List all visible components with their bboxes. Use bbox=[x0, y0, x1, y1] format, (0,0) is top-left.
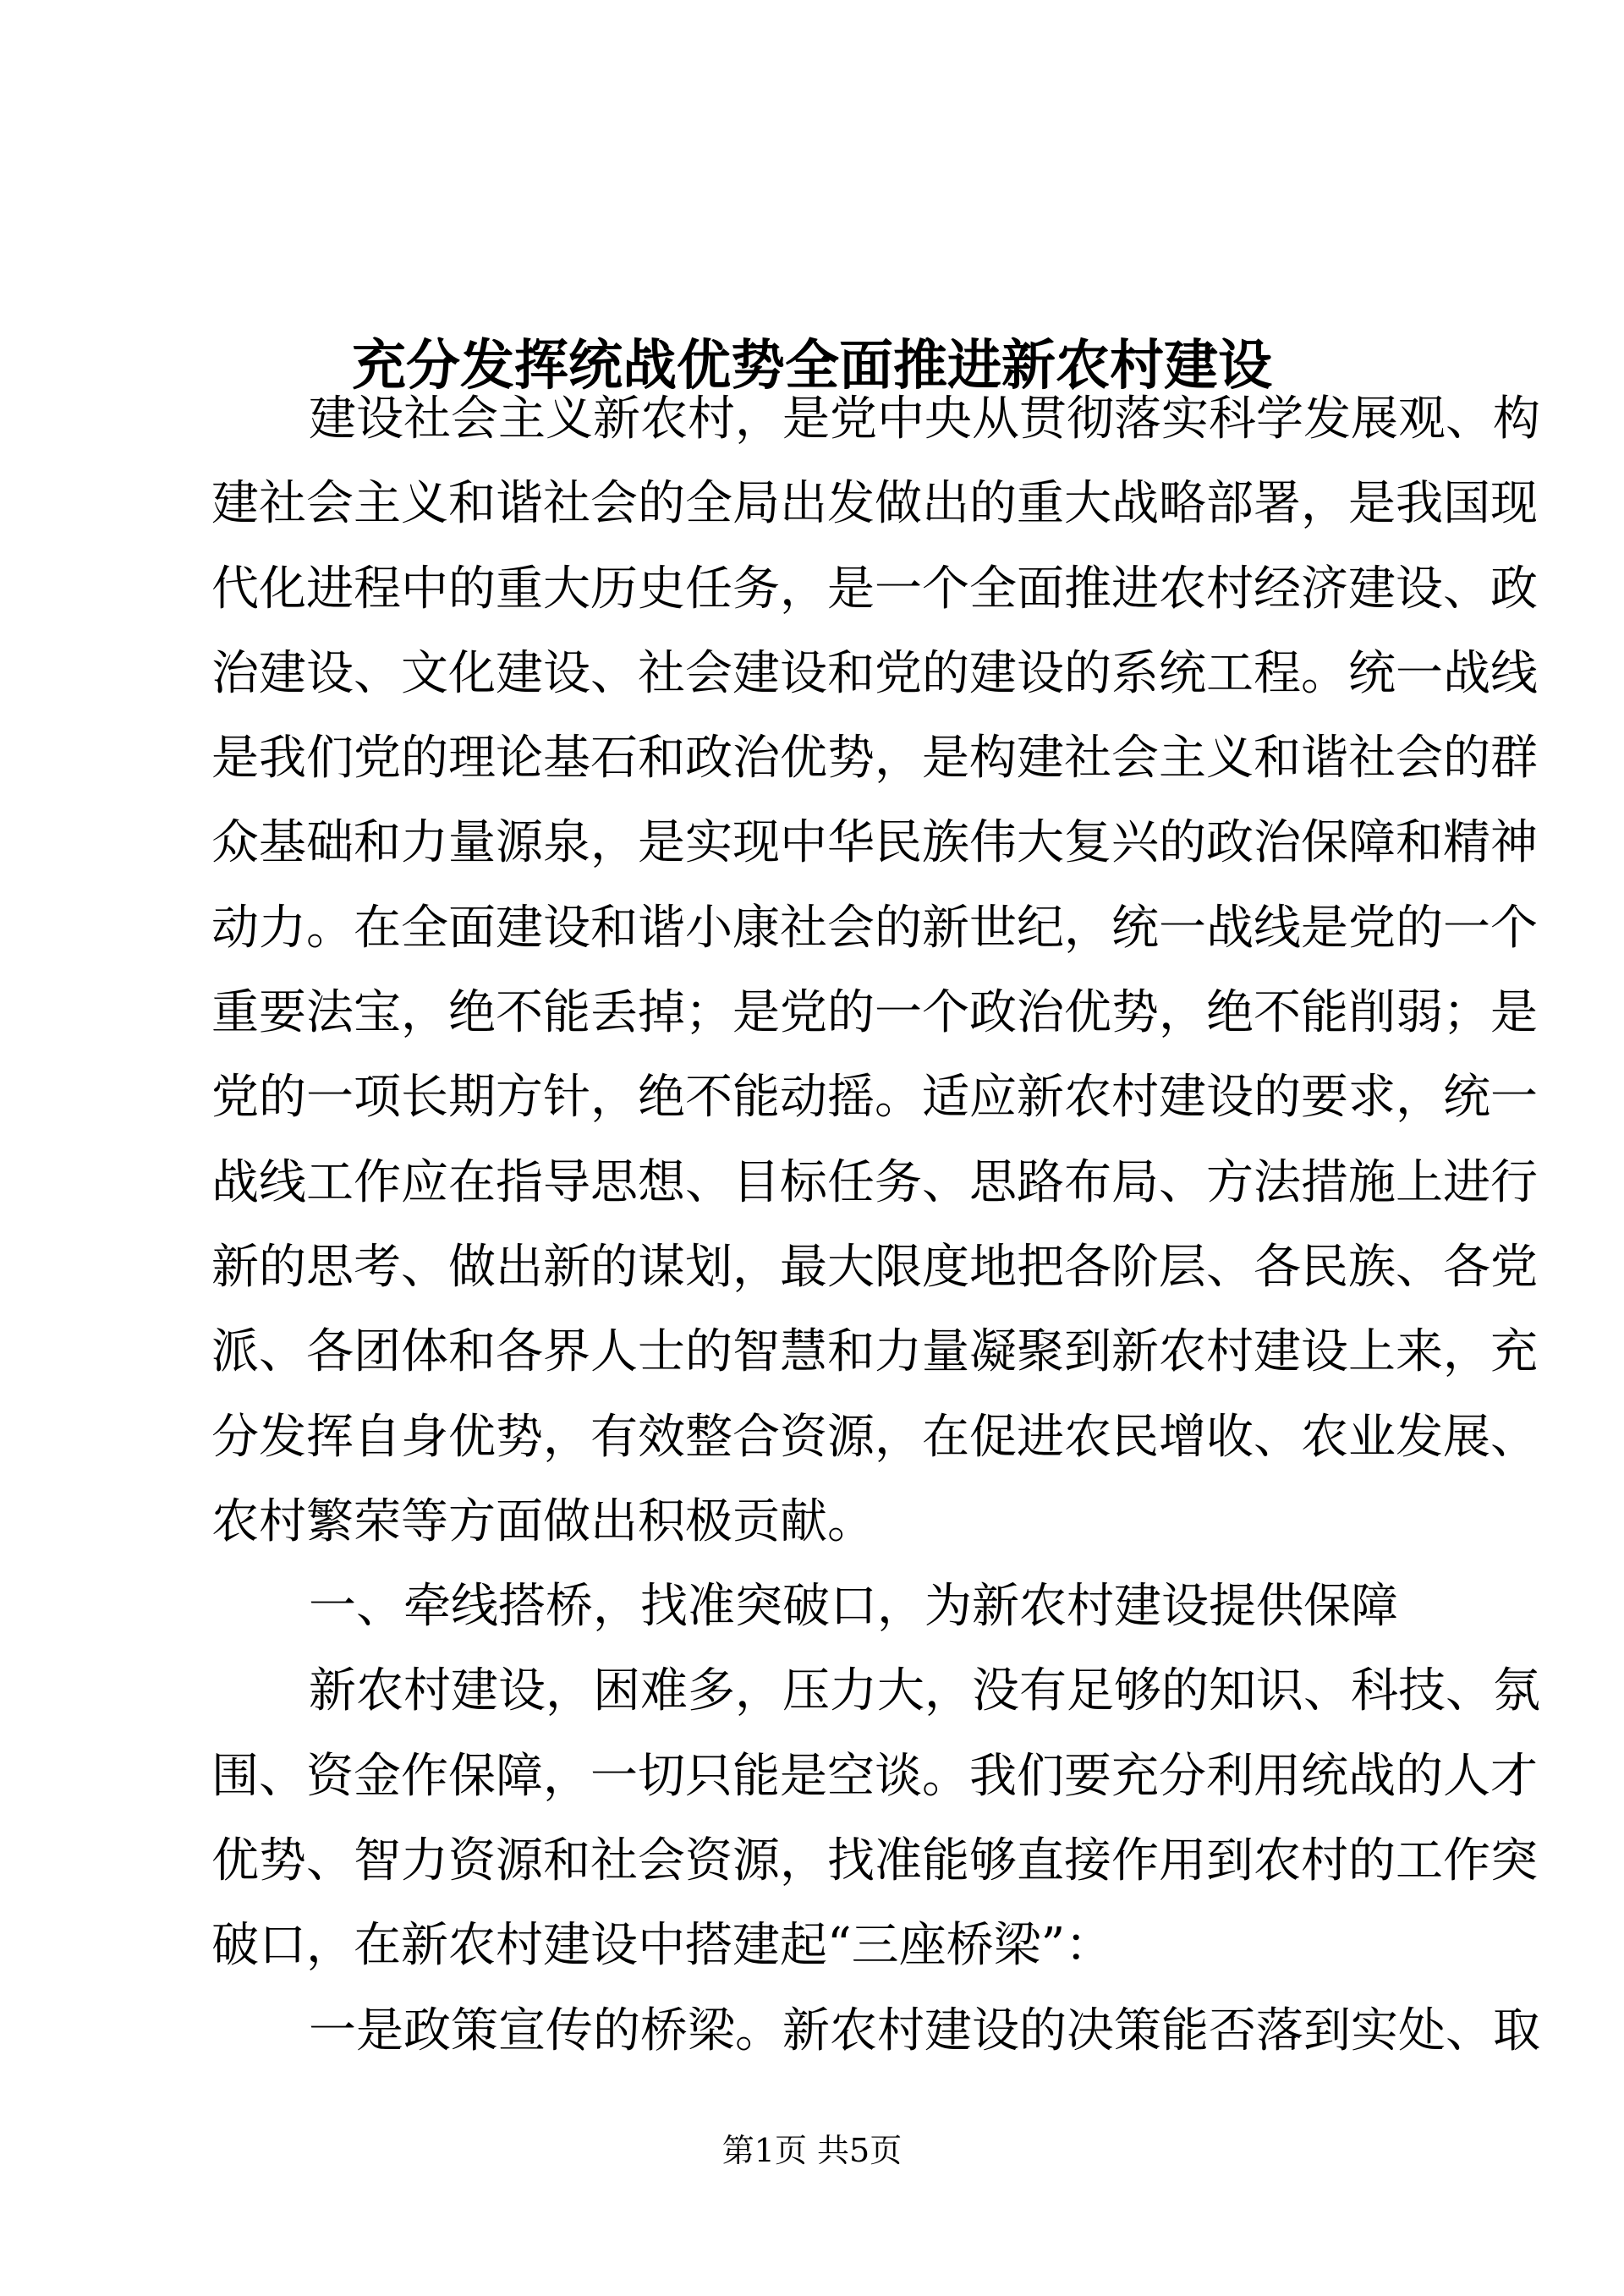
document-body bbox=[211, 377, 1540, 2074]
paragraph-line: 围、资金作保障，一切只能是空谈。我们要充分利用统战的人才 bbox=[211, 1748, 1538, 1804]
paragraph-line: 农村繁荣等方面做出积极贡献。 bbox=[211, 1493, 875, 1549]
page-number-footer: 第1页 共5页 bbox=[721, 2132, 903, 2169]
paragraph-line: 党的一项长期方针，绝不能动摇。适应新农村建设的要求，统一 bbox=[211, 1070, 1538, 1126]
paragraph-line: 动力。在全面建设和谐小康社会的新世纪，统一战线是党的一个 bbox=[211, 900, 1538, 956]
paragraph-line: 新的思考、做出新的谋划，最大限度地把各阶层、各民族、各党 bbox=[211, 1239, 1538, 1295]
paragraph-line: 破口，在新农村建设中搭建起“三座桥梁”： bbox=[211, 1918, 1113, 1974]
paragraph-line: 众基础和力量源泉，是实现中华民族伟大复兴的政治保障和精神 bbox=[211, 815, 1538, 871]
paragraph-line: 优势、智力资源和社会资源，找准能够直接作用到农村的工作突 bbox=[211, 1833, 1538, 1889]
paragraph-line: 分发挥自身优势，有效整合资源，在促进农民增收、农业发展、 bbox=[211, 1409, 1538, 1465]
paragraph-line: 建设社会主义新农村，是党中央从贯彻落实科学发展观、构 bbox=[309, 392, 1540, 447]
paragraph-line: 战线工作应在指导思想、目标任务、思路布局、方法措施上进行 bbox=[211, 1154, 1538, 1210]
paragraph-line: 派、各团体和各界人士的智慧和力量凝聚到新农村建设上来，充 bbox=[211, 1324, 1538, 1380]
paragraph-line: 是我们党的理论基石和政治优势，是构建社会主义和谐社会的群 bbox=[211, 731, 1538, 786]
paragraph-line: 重要法宝，绝不能丢掉；是党的一个政治优势，绝不能削弱；是 bbox=[211, 985, 1538, 1041]
paragraph-line: 治建设、文化建设、社会建设和党的建设的系统工程。统一战线 bbox=[211, 645, 1538, 701]
document-title: 充分发挥统战优势全面推进新农村建设 bbox=[352, 334, 1272, 397]
paragraph-line: 新农村建设，困难多，压力大，没有足够的知识、科技、氛 bbox=[309, 1663, 1540, 1719]
paragraph-line: 一是政策宣传的桥梁。新农村建设的决策能否落到实处、取 bbox=[309, 2003, 1540, 2058]
section-heading: 一、牵线搭桥，找准突破口，为新农村建设提供保障 bbox=[309, 1579, 1398, 1635]
paragraph-line: 建社会主义和谐社会的全局出发做出的重大战略部署，是我国现 bbox=[211, 476, 1538, 532]
paragraph-line: 代化进程中的重大历史任务，是一个全面推进农村经济建设、政 bbox=[211, 561, 1538, 616]
